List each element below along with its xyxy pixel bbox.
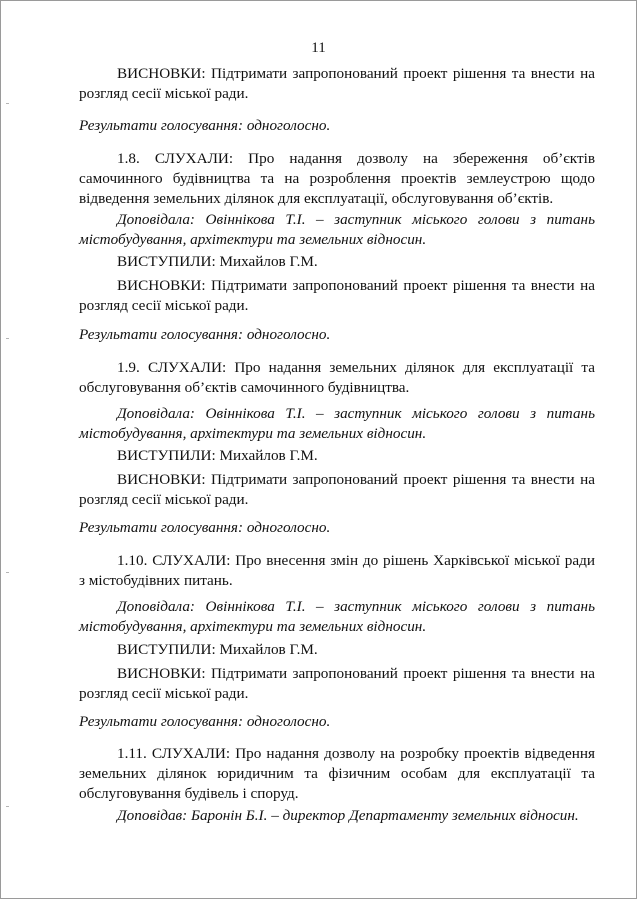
speakers-line: ВИСТУПИЛИ: Михайлов Г.М. (117, 447, 318, 464)
conclusion-paragraph: ВИСНОВКИ: Підтримати запропонований проект рішення та внести на розгляд сесії міської ради. (79, 471, 595, 508)
speaker-paragraph: Доповідала: Овіннікова Т.І. – заступник міського голови з питань містобудування, архітектури та земельних відносин. (79, 211, 595, 248)
margin-mark (6, 572, 9, 573)
voting-result: Результати голосування: одноголосно. (79, 117, 331, 134)
agenda-item-1-8: 1.8. СЛУХАЛИ: Про надання дозволу на збереження об’єктів самочинного будівництва та на розроблення проектів землеустрою щодо відведення земельних ділянок для експлуатації, обслуговування об’єктів. (79, 150, 595, 207)
page-number: 11 (311, 40, 326, 56)
voting-result: Результати голосування: одноголосно. (79, 713, 331, 730)
speaker-paragraph: Доповідала: Овіннікова Т.І. – заступник міського голови з питань містобудування, архітектури та земельних відносин. (79, 405, 595, 442)
speaker-paragraph: Доповідав: Баронін Б.І. – директор Департаменту земельних відносин. (117, 807, 579, 824)
conclusion-paragraph: ВИСНОВКИ: Підтримати запропонований проект рішення та внести на розгляд сесії міської ради. (79, 65, 595, 102)
margin-mark (6, 806, 9, 807)
margin-mark (6, 338, 9, 339)
speaker-paragraph: Доповідала: Овіннікова Т.І. – заступник міського голови з питань містобудування, архітектури та земельних відносин. (79, 598, 595, 635)
margin-mark (6, 103, 9, 104)
agenda-item-1-9: 1.9. СЛУХАЛИ: Про надання земельних ділянок для експлуатації та обслуговування об’єктів самочинного будівництва. (79, 359, 595, 396)
voting-result: Результати голосування: одноголосно. (79, 326, 331, 343)
voting-result: Результати голосування: одноголосно. (79, 519, 331, 536)
speakers-line: ВИСТУПИЛИ: Михайлов Г.М. (117, 641, 318, 658)
conclusion-paragraph: ВИСНОВКИ: Підтримати запропонований проект рішення та внести на розгляд сесії міської ради. (79, 665, 595, 702)
agenda-item-1-10: 1.10. СЛУХАЛИ: Про внесення змін до рішень Харківської міської ради з містобудівних питань. (79, 552, 595, 589)
conclusion-paragraph: ВИСНОВКИ: Підтримати запропонований проект рішення та внести на розгляд сесії міської ради. (79, 277, 595, 314)
agenda-item-1-11: 1.11. СЛУХАЛИ: Про надання дозволу на розробку проектів відведення земельних ділянок юридичним та фізичним особам для експлуатації та обслуговування будівель і споруд. (79, 745, 595, 802)
speakers-line: ВИСТУПИЛИ: Михайлов Г.М. (117, 253, 318, 270)
